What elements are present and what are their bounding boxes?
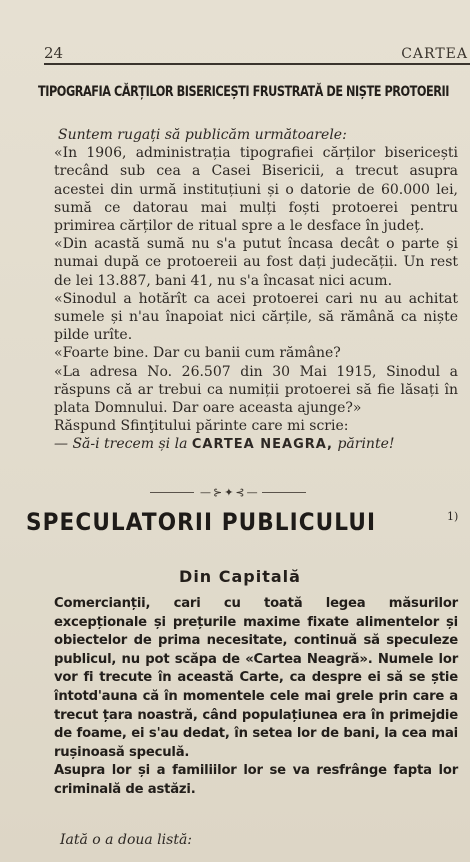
article-1-quote (54, 435, 458, 454)
article-1-title: TIPOGRAFIA CĂRȚILOR BISERICEȘTI FRUSTRATĂ DE NIȘTE PROTOERII (38, 84, 450, 100)
quote-end: părinte! (337, 436, 395, 453)
header-rule (44, 63, 470, 65)
ornament-divider: —⊱✦⊰— (200, 486, 260, 499)
running-head (44, 44, 470, 64)
article-1-body (54, 126, 458, 455)
article-1-reply: Răspund Sfinţitului părinte care mi scrie: (54, 418, 349, 435)
article-2-body (54, 595, 458, 800)
article-2-title: SPECULATORII PUBLICULUI (26, 508, 377, 536)
article-1-paragraph: «La adresa No. 26.507 din 30 Mai 1915, Sinodul a răspuns că ar trebui ca numiții protoerei să fie lăsați în plata Domnului. Dar oare aceasta ajunge?» (54, 363, 458, 417)
article-1-intro: Suntem rugați să publicăm următoarele: (58, 127, 347, 143)
cartea-neagra-brand: CARTEA NEAGRA, (191, 437, 333, 453)
article-1-paragraph: «Sinodul a hotărît ca acei protoerei cari nu au achitat sumele și n'au înapoiat nici cărțile, să rămână ca niște pilde urîte. (54, 290, 458, 344)
article-2-paragraph: Comercianții, cari cu toată legea măsurilor excepționale și prețurile maxime fixate alimentelor și obiectelor de prima necesitate, continuă să speculeze publicul, nu pot scăpa de «Cartea Neagră». Numele lor vor fi trecute în această Carte, ca despre ei să se știe întotd'auna că în momentele cele mai grele prin care a trecut țara noastră, când populațiunea era în primejdie de foame, ei s'au dedat, în setea lor de bani, la cea mai rușinoasă speculă. (54, 596, 458, 760)
footnote-mark: 1) (447, 510, 459, 523)
article-1-paragraph: «In 1906, administrația tipografiei cărților bisericești trecând sub cea a Casei Bisericii, a trecut asupra acestei din urmă instituțiuni și o datorie de 60.000 lei, sumă ce datorau mai mulți foști protoerei pentru primirea cărților de ritual spre a le desface în județ. (54, 145, 458, 235)
article-1-paragraph: «Din acastă sumă nu s'a putut încasa decât o parte și numai după ce protoereii au fost dați judecății. Un rest de lei 13.887, bani 41, nu s'a încasat nici acum. (54, 236, 458, 289)
list-intro: Iată o a doua listă: (60, 832, 193, 848)
page-number: 24 (44, 44, 64, 62)
quote-start: — Să-i trecem și la (54, 436, 188, 453)
ornament-rule-left (150, 492, 194, 493)
article-1-paragraph: «Foarte bine. Dar cu banii cum rămâne? (54, 345, 341, 362)
running-title: CARTEA (401, 46, 468, 62)
ornament-rule-right (262, 492, 306, 493)
article-2-paragraph: Asupra lor și a familiilor lor se va resfrânge fapta lor criminală de astăzi. (54, 763, 458, 797)
article-2-subtitle: Din Capitală (179, 567, 301, 586)
